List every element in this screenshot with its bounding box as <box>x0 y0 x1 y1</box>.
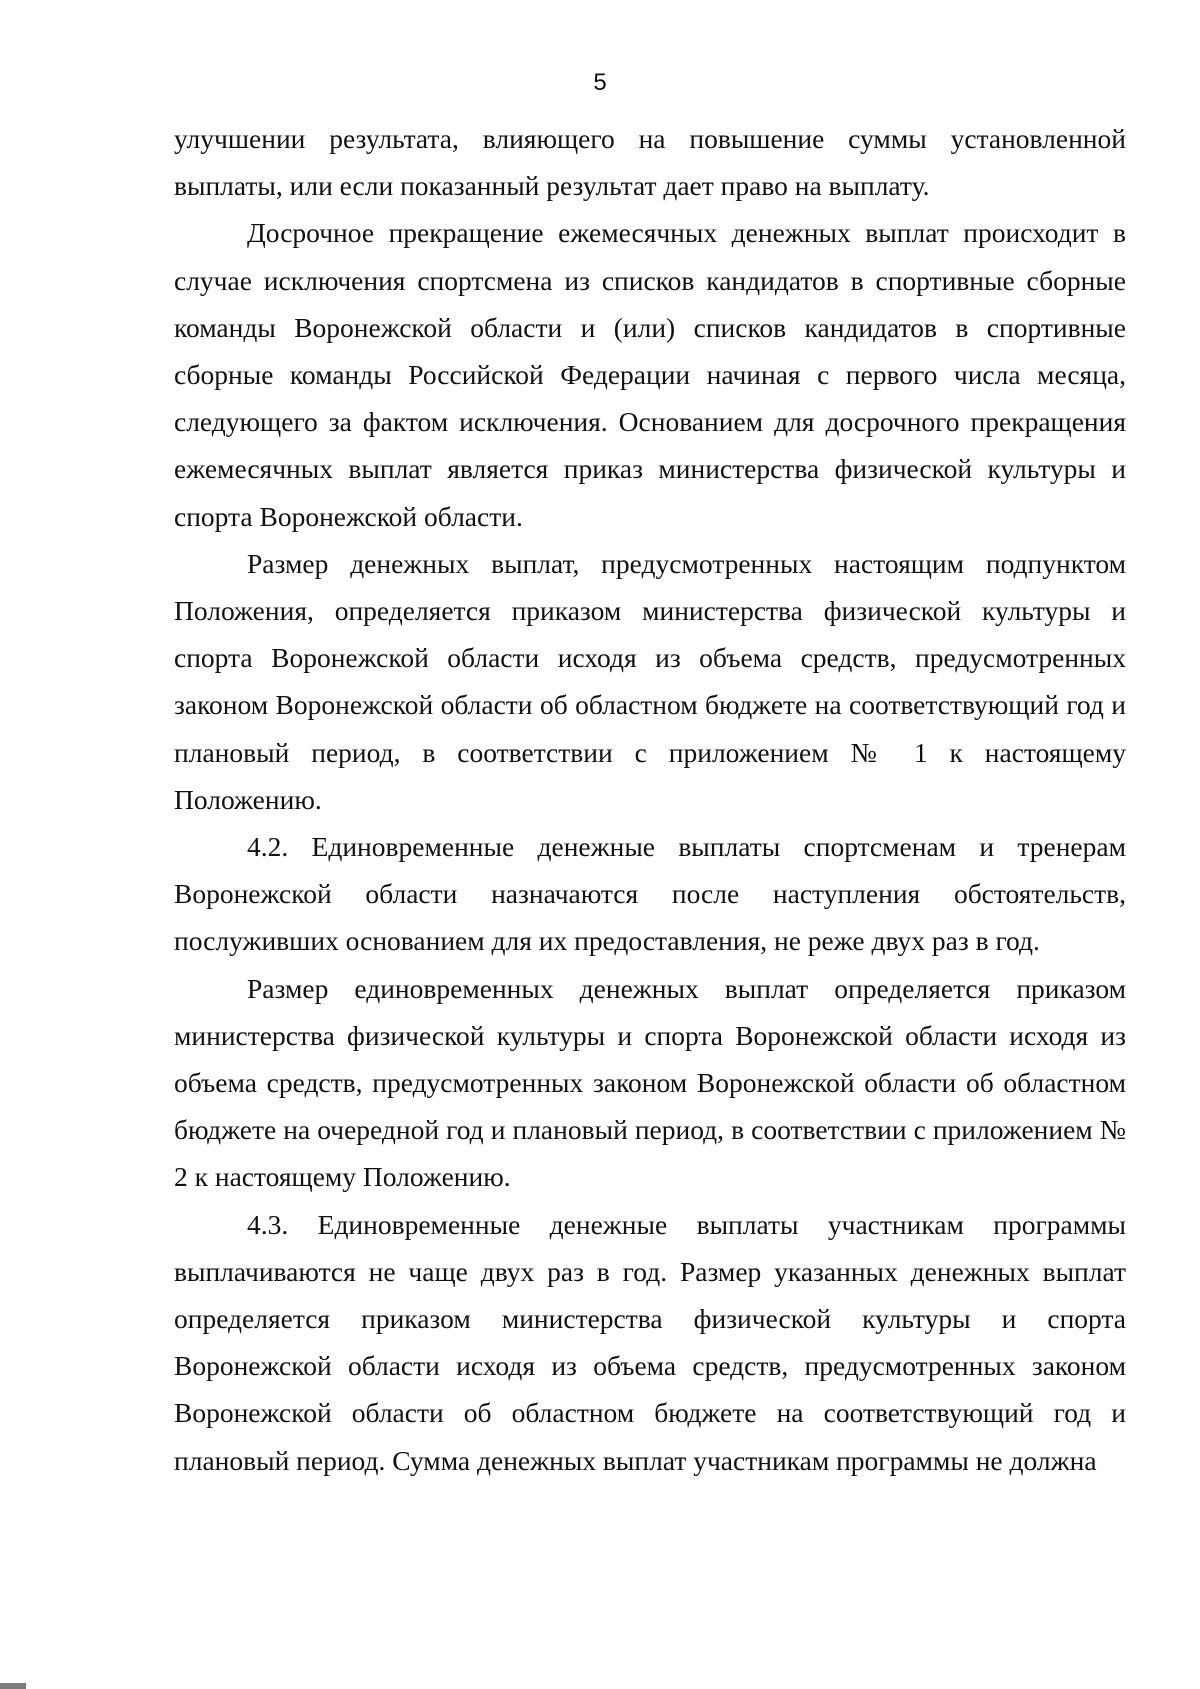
page-number: 5 <box>593 69 607 96</box>
document-body <box>174 115 1126 1484</box>
paragraph-early-termination: Досрочное прекращение ежемесячных денежных выплат происходит в случае исключения спортсмена из списков кандидатов в спортивные сборные команды Воронежской области и (или) списков кандидатов в спортивные сборные команды Российской Федерации начиная с первого числа месяца, следующего за фактом исключения. Основанием для досрочного прекращения ежемесячных выплат является приказ министерства физической культуры и спорта Воронежской области. <box>174 217 1126 532</box>
paragraph-section-4-2: 4.2. Единовременные денежные выплаты спортсменам и тренерам Воронежской области назначаются после наступления обстоятельств, послуживших основанием для их предоставления, не реже двух раз в год. <box>174 831 1126 957</box>
paragraph-one-time-payment-size: Размер единовременных денежных выплат определяется приказом министерства физической культуры и спорта Воронежской области исходя из объема средств, предусмотренных законом Воронежской области об областном бюджете на очередной год и плановый период, в соответствии с приложением № 2 к настоящему Положению. <box>174 972 1126 1193</box>
scan-edge-mark <box>0 1683 26 1689</box>
paragraph-payment-size: Размер денежных выплат, предусмотренных настоящим подпунктом Положения, определяется приказом министерства физической культуры и спорта Воронежской области исходя из объема средств, предусмотренных законом Воронежской области об областном бюджете на соответствующий год и плановый период, в соответствии с приложением № 1 к настоящему Положению. <box>174 547 1126 815</box>
paragraph-continuation: улучшении результата, влияющего на повышение суммы установленной выплаты, или если показанный результат дает право на выплату. <box>174 123 1126 202</box>
paragraph-section-4-3: 4.3. Единовременные денежные выплаты участникам программы выплачиваются не чаще двух раз в год. Размер указанных денежных выплат определяется приказом министерства физической культуры и спорта Воронежской области исходя из объема средств, предусмотренных законом Воронежской области об областном бюджете на соответствующий год и плановый период. Сумма денежных выплат участникам программы не должна <box>174 1208 1126 1476</box>
